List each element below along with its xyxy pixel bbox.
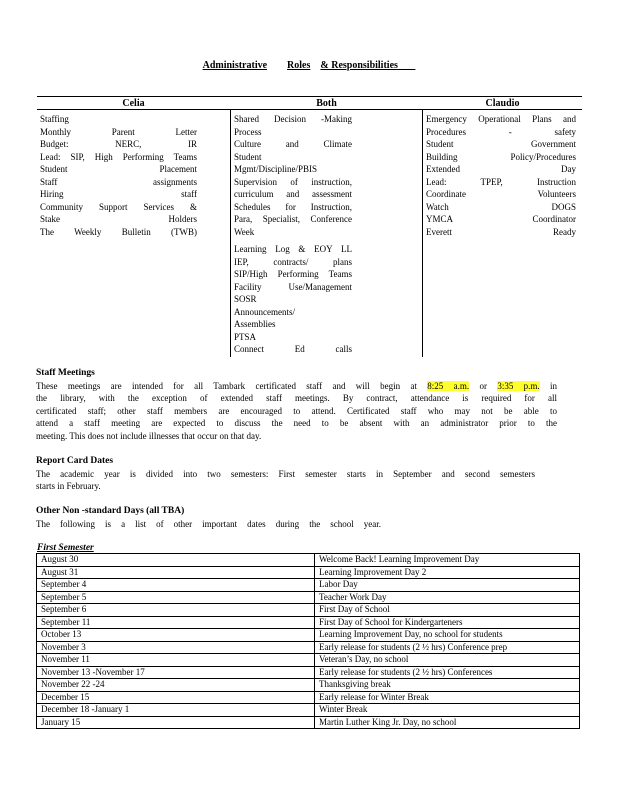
date-cell: August 30 bbox=[37, 554, 315, 567]
both-item: Schedules for Instruction, bbox=[234, 201, 352, 212]
claudio-item: Lead: TPEP, Instruction bbox=[426, 176, 576, 187]
celia-items bbox=[37, 109, 230, 351]
table-row bbox=[37, 591, 580, 604]
staff-meetings-line-3: certificated staff; other staff members are encouraged to attend. Certificated staff who may not be able to bbox=[36, 405, 557, 416]
table-row bbox=[37, 654, 580, 667]
both-item: Para, Specialist, Conference bbox=[234, 214, 352, 224]
date-cell: January 15 bbox=[37, 716, 315, 729]
claudio-item: Everett Ready bbox=[426, 226, 576, 237]
date-cell: September 4 bbox=[37, 579, 315, 592]
both-item: IEP, contracts/ plans bbox=[234, 256, 352, 267]
date-cell: November 13 -November 17 bbox=[37, 666, 315, 679]
table-row bbox=[37, 604, 580, 617]
event-cell: First Day of School for Kindergarteners bbox=[315, 616, 580, 629]
table-row bbox=[37, 629, 580, 642]
claudio-item: Extended Day bbox=[426, 164, 576, 174]
table-row bbox=[37, 616, 580, 629]
both-item: Mgmt/Discipline/PBIS bbox=[234, 164, 318, 174]
title-part-3: & Responsibilities bbox=[320, 60, 398, 71]
title-part-1: Administrative bbox=[202, 60, 268, 71]
event-cell: Labor Day bbox=[315, 579, 580, 592]
date-cell: September 5 bbox=[37, 591, 315, 604]
both-item: Student bbox=[234, 151, 262, 162]
event-cell: First Day of School bbox=[315, 604, 580, 617]
claudio-item: Building Policy/Procedures bbox=[426, 151, 576, 162]
event-cell: Thanksgiving break bbox=[315, 679, 580, 692]
both-item: Supervision of instruction, bbox=[234, 176, 352, 187]
event-cell: Welcome Back! Learning Improvement Day bbox=[315, 554, 580, 567]
date-cell: September 11 bbox=[37, 616, 315, 629]
claudio-item: Procedures - safety bbox=[426, 126, 576, 137]
event-cell: Early release for students (2 ½ hrs) Conference prep bbox=[315, 641, 580, 654]
other-days-heading: Other Non -standard Days (all TBA) bbox=[36, 506, 185, 516]
both-item: PTSA bbox=[234, 331, 257, 342]
date-cell: December 18 -January 1 bbox=[37, 704, 315, 717]
staff-meetings-line-2: the library, with the exception of extended staff meetings. By contract, attendance is required for all bbox=[36, 393, 557, 403]
both-items bbox=[230, 109, 423, 357]
table-row bbox=[37, 691, 580, 704]
staff-meetings-line-4: attend a staff meeting are expected to discuss the need to be absent with an administrator prior to the bbox=[36, 418, 557, 428]
both-item: Culture and Climate bbox=[234, 139, 352, 149]
start-time: 8:25 a.m. bbox=[427, 380, 470, 391]
report-card-line-1: The academic year is divided into two semesters: First semester starts in September and second semesters bbox=[36, 468, 535, 479]
both-item: Week bbox=[234, 226, 255, 237]
table-row bbox=[37, 641, 580, 654]
celia-item: Hiring staff bbox=[40, 189, 197, 199]
column-heading-both: Both bbox=[316, 98, 337, 109]
first-semester-table bbox=[36, 553, 580, 729]
table-row bbox=[37, 716, 580, 729]
other-days-section bbox=[36, 505, 381, 530]
roles-column-celia bbox=[37, 97, 230, 354]
table-row bbox=[37, 704, 580, 717]
column-heading-claudio: Claudio bbox=[485, 98, 520, 109]
date-cell: October 13 bbox=[37, 629, 315, 642]
celia-item: Staffing bbox=[40, 114, 69, 124]
table-row bbox=[37, 666, 580, 679]
both-item: Process bbox=[234, 126, 262, 137]
celia-item: Stake Holders bbox=[40, 214, 197, 224]
celia-item: Monthly Parent Letter bbox=[40, 126, 197, 137]
claudio-item: Emergency Operational Plans and bbox=[426, 114, 576, 124]
claudio-item: Coordinate Volunteers bbox=[426, 189, 576, 199]
event-cell: Veteran’s Day, no school bbox=[315, 654, 580, 667]
first-semester-label: First Semester bbox=[37, 543, 94, 553]
claudio-item: YMCA Coordinator bbox=[426, 214, 576, 224]
both-item: Connect Ed calls bbox=[234, 344, 352, 354]
claudio-item: Student Government bbox=[426, 139, 576, 149]
event-cell: Early release for students (2 ½ hrs) Conferences bbox=[315, 666, 580, 679]
event-cell: Winter Break bbox=[315, 704, 580, 717]
other-days-line-1: The following is a list of other important dates during the school year. bbox=[36, 518, 381, 529]
claudio-items bbox=[423, 109, 582, 351]
date-cell: November 3 bbox=[37, 641, 315, 654]
event-cell: Learning Improvement Day 2 bbox=[315, 566, 580, 579]
report-card-section bbox=[36, 455, 535, 493]
table-row bbox=[37, 554, 580, 567]
both-item: SIP/High Performing Teams bbox=[234, 269, 352, 279]
both-item: Shared Decision -Making bbox=[234, 114, 352, 124]
event-cell: Martin Luther King Jr. Day, no school bbox=[315, 716, 580, 729]
staff-meetings-section bbox=[36, 367, 557, 442]
both-item: Learning Log & EOY LL bbox=[234, 244, 352, 254]
celia-item: Student Placement bbox=[40, 164, 197, 174]
column-heading-celia: Celia bbox=[122, 98, 145, 109]
date-cell: November 11 bbox=[37, 654, 315, 667]
event-cell: Early release for Winter Break bbox=[315, 691, 580, 704]
staff-meetings-heading: Staff Meetings bbox=[36, 368, 95, 378]
celia-item: Community Support Services & bbox=[40, 201, 197, 212]
both-item: Facility Use/Management bbox=[234, 281, 352, 292]
both-item: curriculum and assessment bbox=[234, 189, 352, 199]
claudio-item: Watch DOGS bbox=[426, 201, 576, 212]
date-cell: November 22 -24 bbox=[37, 679, 315, 692]
end-time: 3:35 p.m. bbox=[497, 380, 540, 391]
date-cell: September 6 bbox=[37, 604, 315, 617]
date-cell: August 31 bbox=[37, 566, 315, 579]
report-card-line-2: starts in February. bbox=[36, 481, 101, 491]
document-title bbox=[0, 60, 618, 73]
table-row bbox=[37, 579, 580, 592]
staff-meetings-line-5: meeting. This does not include illnesses that occur on that day. bbox=[36, 430, 262, 441]
roles-column-claudio bbox=[423, 97, 582, 354]
roles-column-both bbox=[230, 97, 423, 354]
celia-item: Staff assignments bbox=[40, 176, 197, 187]
report-card-heading: Report Card Dates bbox=[36, 456, 114, 466]
table-row bbox=[37, 566, 580, 579]
date-cell: December 15 bbox=[37, 691, 315, 704]
event-cell: Teacher Work Day bbox=[315, 591, 580, 604]
both-item: SOSR bbox=[234, 294, 257, 304]
both-item: Assemblies bbox=[234, 319, 276, 329]
celia-item: Budget: NERC, IR bbox=[40, 139, 197, 149]
celia-item: The Weekly Bulletin (TWB) bbox=[40, 226, 197, 237]
event-cell: Learning Improvement Day, no school for students bbox=[315, 629, 580, 642]
celia-item: Lead: SIP, High Performing Teams bbox=[40, 151, 197, 162]
table-row bbox=[37, 679, 580, 692]
title-part-2: Roles bbox=[287, 60, 311, 71]
staff-meetings-line-1: These meetings are intended for all Tambark certificated staff and will begin at 8:25 a.m. or 3:35 p.m. in bbox=[36, 380, 558, 391]
both-item: Announcements/ bbox=[234, 306, 295, 317]
roles-table bbox=[37, 96, 582, 354]
